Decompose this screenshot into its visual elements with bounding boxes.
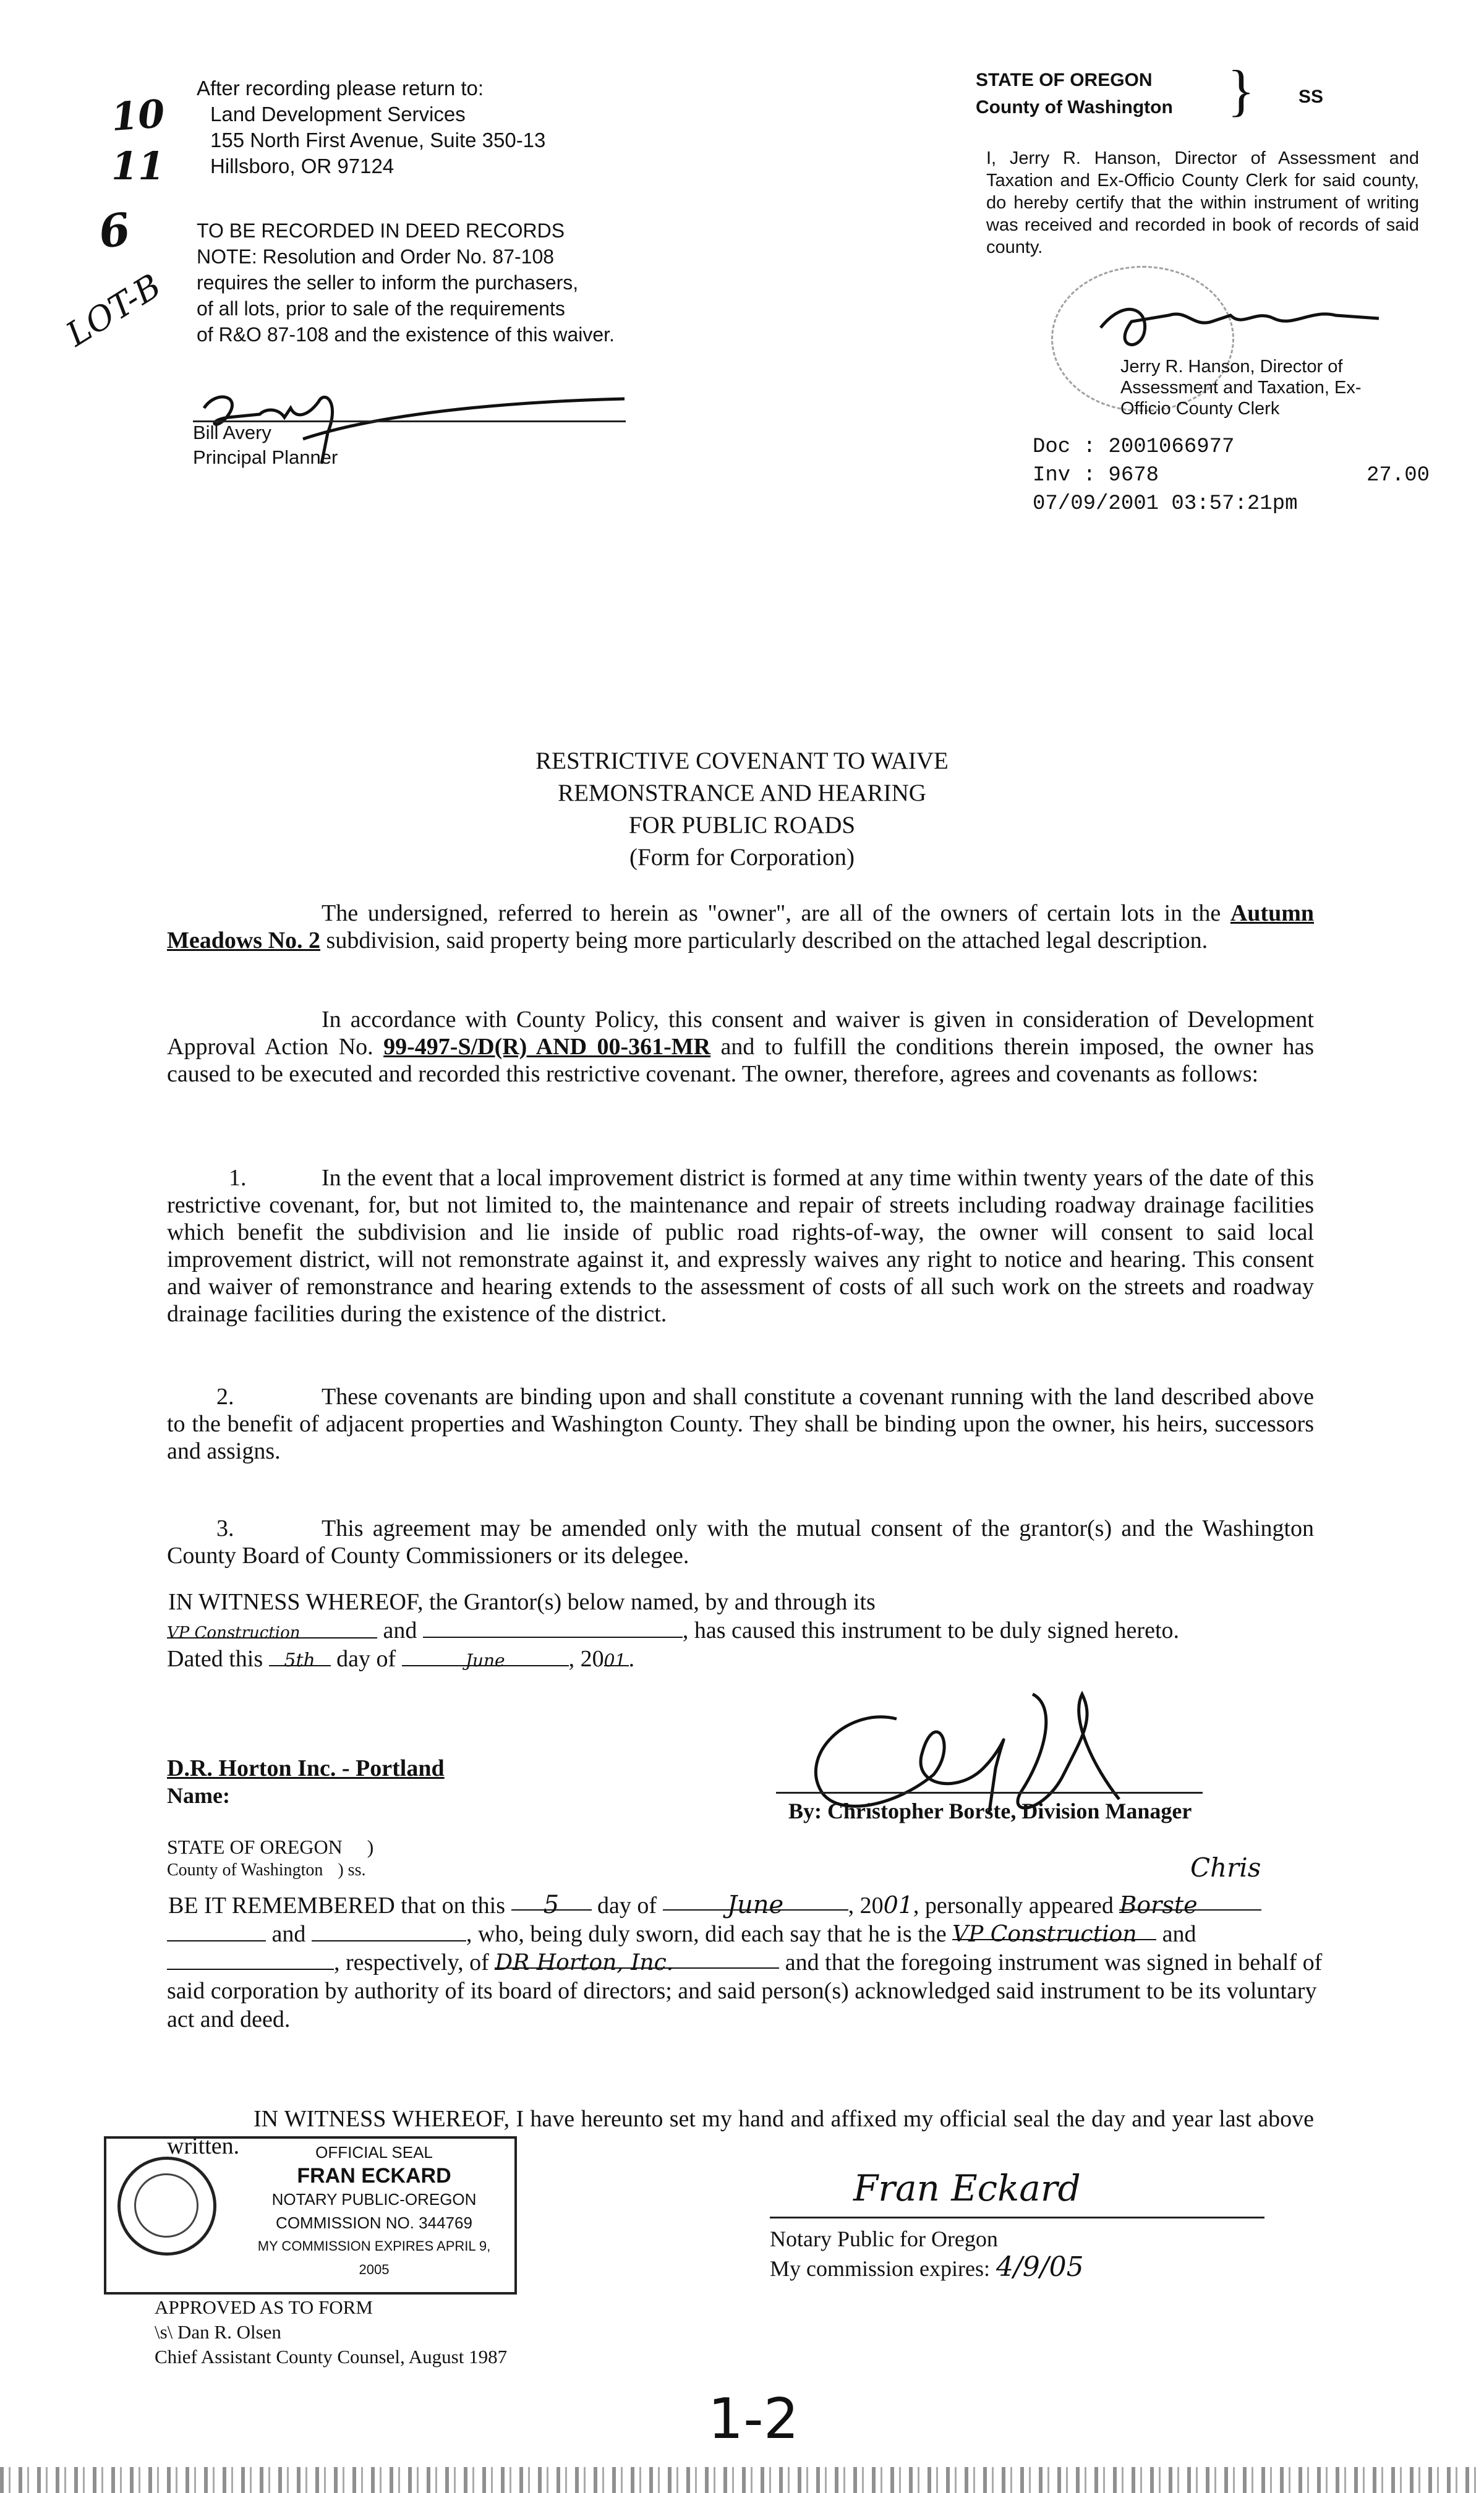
recording-timestamp: 07/09/2001 03:57:21pm: [1033, 492, 1298, 516]
title-line: RESTRICTIVE COVENANT TO WAIVE: [535, 748, 949, 774]
approved-signature: \s\ Dan R. Olsen: [155, 2321, 281, 2343]
recording-note-line: of R&O 87-108 and the existence of this waiver.: [197, 323, 615, 346]
policy-after: and to fulfill the conditions therein imposed, the owner has caused to be executed and recorded this restrictive covenant. The owner, therefore, agrees and covenants as follows:: [167, 1034, 1315, 1087]
intro-before: The undersigned, referred to herein as "owner", are all of the owners of certain lots in the: [322, 900, 1221, 926]
margin-note-lot: LOT-B: [59, 266, 168, 354]
seal-line: OFFICIAL SEAL: [315, 2143, 433, 2162]
recording-note-line: NOTE: Resolution and Order No. 87-108: [197, 245, 555, 268]
planner-name: Bill Avery: [193, 422, 271, 443]
notary-signature: Fran Eckard: [853, 2167, 1081, 2209]
notary-witness-text: IN WITNESS WHEREOF, I have hereunto set my hand and affixed my official seal the day and year last above written.: [167, 2106, 1314, 2159]
notary-expires-label: My commission expires:: [770, 2256, 990, 2281]
return-heading: After recording please return to:: [197, 77, 484, 100]
seal-name: FRAN ECKARD: [297, 2164, 451, 2188]
recording-note-line: requires the seller to inform the purchasers,: [197, 271, 579, 294]
approved-block: [155, 2295, 507, 2369]
ack-state-block: STATE OF OREGON ) County of Washington ) ss.: [167, 1836, 374, 1880]
witness-and: and: [383, 1617, 417, 1643]
state-name: STATE OF OREGON: [976, 70, 1153, 90]
item-number: 3.: [216, 1515, 234, 1541]
ack-person-last: Borste: [1119, 1891, 1261, 1911]
ack-month: June: [663, 1891, 848, 1911]
ack-person-first: Chris: [1190, 1852, 1261, 1883]
witness-title-filled: VP Construction: [167, 1619, 377, 1639]
recording-fee: 27.00: [1367, 464, 1430, 487]
ack-blank-1: [167, 1922, 266, 1941]
recording-note-line: of all lots, prior to sale of the requirements: [197, 297, 565, 320]
clerk-signature: [1088, 272, 1397, 365]
ack-ss: ) ss.: [338, 1860, 366, 1880]
seal-line: MY COMMISSION EXPIRES APRIL 9, 2005: [257, 2238, 491, 2277]
ack-state: STATE OF OREGON: [167, 1836, 343, 1858]
oregon-seal-icon: [117, 2157, 216, 2256]
subdivision-name: Autumn Meadows No. 2: [167, 900, 1314, 953]
covenant-item-2: [167, 1383, 1314, 1465]
return-address-block: [197, 75, 545, 179]
county-certification: I, Jerry R. Hanson, Director of Assessment and Taxation and Ex-Officio County Clerk for said county, do hereby certify that the within instrument of writing was received and recorded in book of records of said county.: [986, 148, 1419, 257]
item-text: This agreement may be amended only with the mutual consent of the grantor(s) and the Washington County Board of County Commissioners or its delegee.: [167, 1515, 1314, 1569]
witness-after: , has caused this instrument to be duly signed hereto.: [682, 1617, 1179, 1643]
ack-on-this: that on this: [401, 1893, 506, 1919]
clerk-line: Jerry R. Hanson, Director of: [1120, 357, 1343, 377]
title-subtitle: (Form for Corporation): [629, 844, 855, 871]
grantor-name-label: Name:: [167, 1783, 230, 1808]
ack-blank-2: [312, 1922, 466, 1941]
policy-before: In accordance with County Policy, this consent and waiver is given in consideration of Development Approval Action No.: [167, 1007, 1314, 1060]
ack-and: and: [271, 1921, 306, 1947]
seal-line: NOTARY PUBLIC-OREGON: [271, 2190, 477, 2209]
grantor-signature-line: [776, 1792, 1203, 1794]
county-name: County of Washington: [976, 97, 1173, 117]
return-org: Land Development Services: [210, 103, 466, 126]
policy-paragraph: [167, 1006, 1314, 1088]
notary-signature-line: [770, 2217, 1264, 2218]
ack-blank-3: [167, 1950, 334, 1970]
ack-rest: and that the foregoing instrument was signed in behalf of said corporation by authority of its board of directors; and said person(s) acknowledged said instrument to be its voluntary act and deed.: [167, 1950, 1323, 2032]
margin-note-11: 11: [111, 143, 165, 189]
page-number: 1-2: [708, 2387, 799, 2452]
state-brace: }: [1227, 59, 1255, 122]
title-line: FOR PUBLIC ROADS: [628, 812, 856, 838]
planner-block: [193, 420, 338, 470]
ack-year-prefix: , 20: [848, 1893, 884, 1919]
dated-month: June: [402, 1647, 569, 1666]
notary-block: [770, 2225, 1084, 2283]
witness-blank: [423, 1618, 683, 1638]
document-title: [0, 745, 1484, 874]
grantor-company: D.R. Horton Inc. - Portland: [167, 1755, 445, 1781]
ack-day-of: day of: [597, 1893, 657, 1919]
notary-expires: 4/9/05: [996, 2251, 1084, 2283]
item-number: 1.: [229, 1165, 247, 1191]
ack-and-2: and: [1162, 1921, 1196, 1947]
intro-paragraph: [167, 900, 1314, 954]
title-line: REMONSTRANCE AND HEARING: [558, 780, 926, 806]
recording-note: [197, 218, 615, 347]
recording-info: [1033, 433, 1297, 518]
covenant-item-1: [167, 1164, 1314, 1327]
ss-label: SS: [1298, 87, 1324, 107]
covenant-item-3: [167, 1515, 1314, 1569]
ack-day: 5: [511, 1891, 592, 1911]
clerk-line: Assessment and Taxation, Ex-: [1120, 378, 1362, 398]
ack-respectively: , respectively, of: [334, 1950, 489, 1975]
notary-title: Notary Public for Oregon: [770, 2227, 998, 2251]
ack-personally: , personally appeared: [913, 1893, 1114, 1919]
action-number: 99-497-S/D(R) AND 00-361-MR: [383, 1034, 711, 1060]
margin-note-6: 6: [95, 202, 134, 259]
state-block: [976, 67, 1173, 121]
day-of-label: day of: [336, 1646, 396, 1672]
ack-sworn: , who, being duly sworn, did each say that he is the: [466, 1921, 947, 1947]
scan-edge-noise: [0, 2467, 1484, 2493]
clerk-signer-block: [1120, 356, 1430, 419]
witness-line1: IN WITNESS WHEREOF, the Grantor(s) below named, by and through its: [168, 1589, 876, 1615]
notary-seal-text: [244, 2141, 504, 2282]
intro-after: subdivision, said property being more particularly described on the attached legal description.: [326, 927, 1208, 953]
ack-role: VP Construction: [952, 1920, 1156, 1940]
planner-title: Principal Planner: [193, 446, 338, 468]
ack-remembered: BE IT REMEMBERED: [168, 1893, 395, 1919]
clerk-line: Officio County Clerk: [1120, 399, 1280, 419]
approved-title: Chief Assistant County Counsel, August 1987: [155, 2346, 508, 2367]
return-city: Hillsboro, OR 97124: [210, 155, 394, 177]
ack-company: DR Horton, Inc.: [495, 1949, 779, 1969]
year-prefix: , 20: [568, 1646, 604, 1672]
item-text: In the event that a local improvement district is formed at any time within twenty years of the date of this restrictive covenant, for, but not limited to, the maintenance and repair of streets including roadway drainage facilities which benefit the subdivision and lie inside of public road rights-of-way, the owner will consent to said local improvement district, will not remonstrate against it, and expressly waives any right to notice and hearing. This consent and waiver of remonstrance and hearing extends to the assessment of costs of all such work on the streets and roadway drainage facilities during the existence of the district.: [167, 1165, 1314, 1327]
dated-day: 5th: [269, 1647, 331, 1666]
dated-label: Dated this: [167, 1646, 263, 1672]
ack-county: County of Washington: [167, 1860, 323, 1880]
recording-note-line: TO BE RECORDED IN DEED RECORDS: [197, 219, 565, 242]
item-text: These covenants are binding upon and shall constitute a covenant running with the land described above to the benefit of adjacent properties and Washington County. They shall be binding upon the owner, his heirs, successors and assigns.: [167, 1384, 1314, 1464]
seal-line: COMMISSION NO. 344769: [276, 2214, 472, 2232]
ack-year: 01: [883, 1891, 913, 1919]
approved-as-to-form: APPROVED AS TO FORM: [155, 2296, 373, 2318]
margin-note-10: 10: [109, 91, 166, 140]
witness-paragraph: [167, 1588, 1342, 1673]
item-number: 2.: [216, 1384, 234, 1410]
year-end: .: [628, 1646, 635, 1672]
doc-number: Doc : 2001066977: [1033, 435, 1235, 459]
dated-year: 01: [604, 1647, 629, 1666]
grantor-by-line: By: Christopher Borste, Division Manager: [788, 1799, 1192, 1823]
return-street: 155 North First Avenue, Suite 350-13: [210, 129, 546, 151]
inv-number: Inv : 9678: [1033, 464, 1159, 487]
